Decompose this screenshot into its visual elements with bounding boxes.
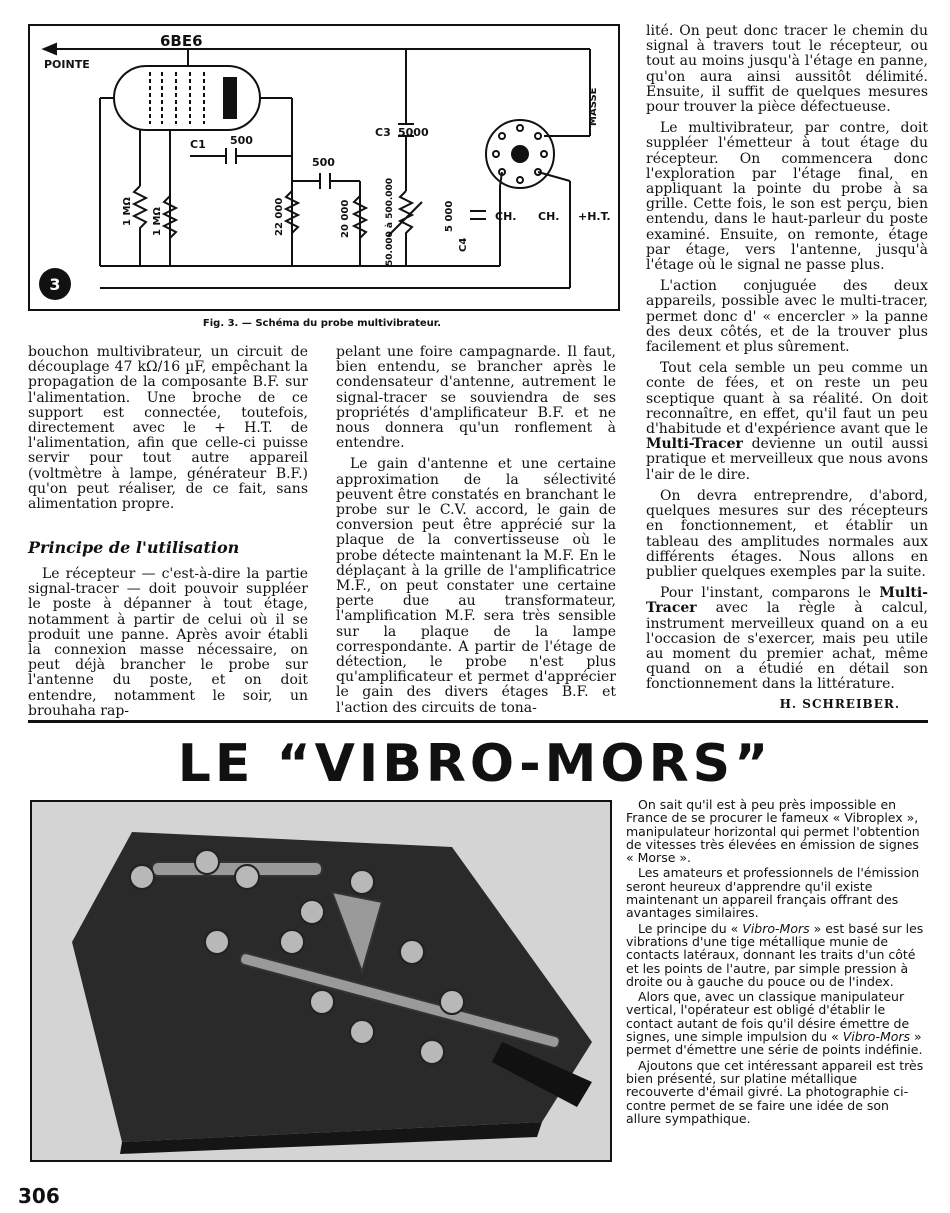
column-3-paragraph: Tout cela semble un peu comme un conte de fées, et on reste un peu sceptique quant à sa réalité. On doit reconnaître, en effet, qu'il faut un peu d'habitude et d'expérience avant que le Multi-Tracer devienne un outil aussi pratique et merveilleux que nous avons l'air de le dire.	[646, 360, 928, 483]
ch1-label: CH.	[495, 210, 517, 223]
vibro-mors-paragraph: Ajoutons que cet intéressant appareil est très bien présenté, sur platine métallique recouverte d'émail givré. La photographie ci-contre permet de se faire une idée de son allure sympathique.	[626, 1057, 924, 1126]
section-heading: Principe de l'utilisation	[28, 538, 240, 557]
vibro-mors-column	[626, 798, 926, 1127]
c2-value: 500	[312, 156, 335, 169]
ht-label: +H.T.	[578, 210, 611, 223]
column-3-paragraph: Pour l'instant, comparons le Multi-Tracer avec la règle à calcul, instrument merveilleux quand on a eu l'occasion de s'exercer, mais peu utile au moment du premier achat, même quand on a étudié en détail son fonctionnement dans la littérature.	[646, 585, 928, 693]
c4-label: C4	[458, 237, 469, 252]
vibro-mors-paragraph: Alors que, avec un classique manipulateur vertical, l'opérateur est obligé d'établir le contact autant de fois qu'il désire émettre de signes, une simple impulsion du « Vibro-Mors » permet d'émettre une série de points indéfinie.	[626, 989, 923, 1058]
c1-label: C1	[190, 138, 206, 151]
figure-caption: Fig. 3. — Schéma du probe multivibrateur.	[202, 318, 442, 329]
r4-label: 20 000	[340, 199, 351, 238]
r5-label: 50.000 à 500.000	[385, 177, 395, 266]
column-1-paragraph: bouchon multivibrateur, un circuit de découplage 47 kΩ/16 µF, empêchant la propagation de la composante B.F. sur l'alimentation. Une broche de ce support est connectée, toutefois, directement avec le + H.T. de l'alimentation, afin que celle-ci puisse servir pour tout autre appareil (voltmètre à lampe, générateur B.F.) qu'on peut réaliser, de ce fait, sans alimentation propre.	[28, 344, 308, 513]
article-column-1	[28, 345, 308, 518]
r3-label: 22 000	[274, 197, 285, 236]
article-column-3	[646, 24, 928, 699]
column-2-paragraph: Le gain d'antenne et une certaine approximation de la sélectivité peuvent être constatés en branchant le probe sur le C.V. accord, le gain de conversion peut être apprécié sur la plaque de la convertisseuse où le probe détecte maintenant la M.F. En le déplaçant à la grille de l'amplificatrice M.F., on peut constater une certaine perte due au transformateur, l'amplification M.F. sera très sensible sur la plaque de la lampe correspondante. A partir de l'étage de détection, le probe n'est plus qu'amplificateur et permet d'apprécier le gain des divers étages B.F. et l'action des circuits de tona-	[336, 456, 616, 716]
column-2-paragraph: pelant une foire campagnarde. Il faut, bien entendu, se brancher après le condensateur d'antenne, autrement le signal-tracer se souviendra de ses propriétés d'amplificateur B.F. et ne nous donnera qu'un ronflement à entendre.	[336, 344, 616, 452]
vibro-mors-title: LE “VIBRO-MORS”	[177, 734, 773, 794]
article-column-2	[336, 345, 616, 722]
c1-value: 500	[230, 134, 253, 147]
c4-value: 5 000	[444, 200, 455, 232]
article-column-1-continued	[28, 567, 308, 725]
vibro-mors-paragraph: Les amateurs et professionnels de l'émission seront heureux d'apprendre qu'il existe maintenant un appareil français offrant des avantages similaires.	[626, 865, 920, 921]
column-3-paragraph: On devra entreprendre, d'abord, quelques mesures sur des récepteurs en fonctionnement, et établir un tableau des amplitudes normales aux différents étages. Nous allons en publier quelques exemples par la suite.	[646, 487, 928, 580]
section-divider	[28, 720, 928, 723]
r1-label: 1 MΩ	[152, 207, 163, 236]
ch2-label: CH.	[538, 210, 560, 223]
author-signature: H. SCHREIBER.	[779, 697, 900, 711]
column-3-paragraph: L'action conjuguée des deux appareils, possible avec le multi-tracer, permet donc d' « encercler » la panne des deux côtés, et de la trouver plus facilement et plus sûrement.	[646, 278, 928, 356]
vibro-mors-paragraph: Le principe du « Vibro-Mors » est basé sur les vibrations d'une tige métallique munie de contacts latéraux, donnant les traits d'un côté et les points de l'autre, par simple pression à droite ou à gauche du pouce ou de l'index.	[626, 920, 924, 989]
masse-label: MASSE	[588, 87, 599, 126]
figure-number: 3	[49, 275, 61, 294]
tube-label: 6BE6	[160, 32, 203, 50]
morse-key-illustration	[32, 802, 610, 1160]
vibro-mors-paragraph: On sait qu'il est à peu près impossible en France de se procurer le fameux « Vibroplex », manipulateur horizontal qui permet l'obtention de vitesses très élevées en émission de signes « Morse ».	[626, 797, 920, 866]
column-1-paragraph: Le récepteur — c'est-à-dire la partie signal-tracer — doit pouvoir suppléer le poste à dépanner à tout étage, notamment à partir de celui où il se produit une panne. Après avoir établi la connexion masse nécessaire, on peut déjà brancher le probe sur l'antenne du poste, et on doit entendre, notamment le soir, un brouhaha rap-	[28, 566, 308, 719]
column-3-paragraph: Le multivibrateur, par contre, doit suppléer l'émetteur à tout étage du récepteur. On commencera donc l'exploration par l'étage final, en appliquant la pointe du probe à sa grille. Cette fois, le son est perçu, bien entendu, dans le haut-parleur du poste examiné. Ensuite, on remonte, étage par étage, vers l'antenne, jusqu'à l'étage où le signal ne passe plus.	[646, 120, 928, 274]
column-3-paragraph: lité. On peut donc tracer le chemin du signal à travers tout le récepteur, ou tout au moins jusqu'à l'étage en panne, qu'on aura ainsi aussitôt délimité. Ensuite, il suffit de quelques mesures pour trouver la pièce défectueuse.	[646, 23, 928, 116]
schematic-diagram	[30, 26, 618, 309]
schematic-figure	[28, 24, 620, 311]
r2-label: 1 MΩ	[122, 197, 133, 226]
vibro-mors-photo	[30, 800, 612, 1162]
pointe-label: POINTE	[44, 58, 90, 71]
c3-value: 5000	[398, 126, 429, 139]
c3-label: C3	[375, 126, 391, 139]
page-number: 306	[18, 1184, 60, 1208]
